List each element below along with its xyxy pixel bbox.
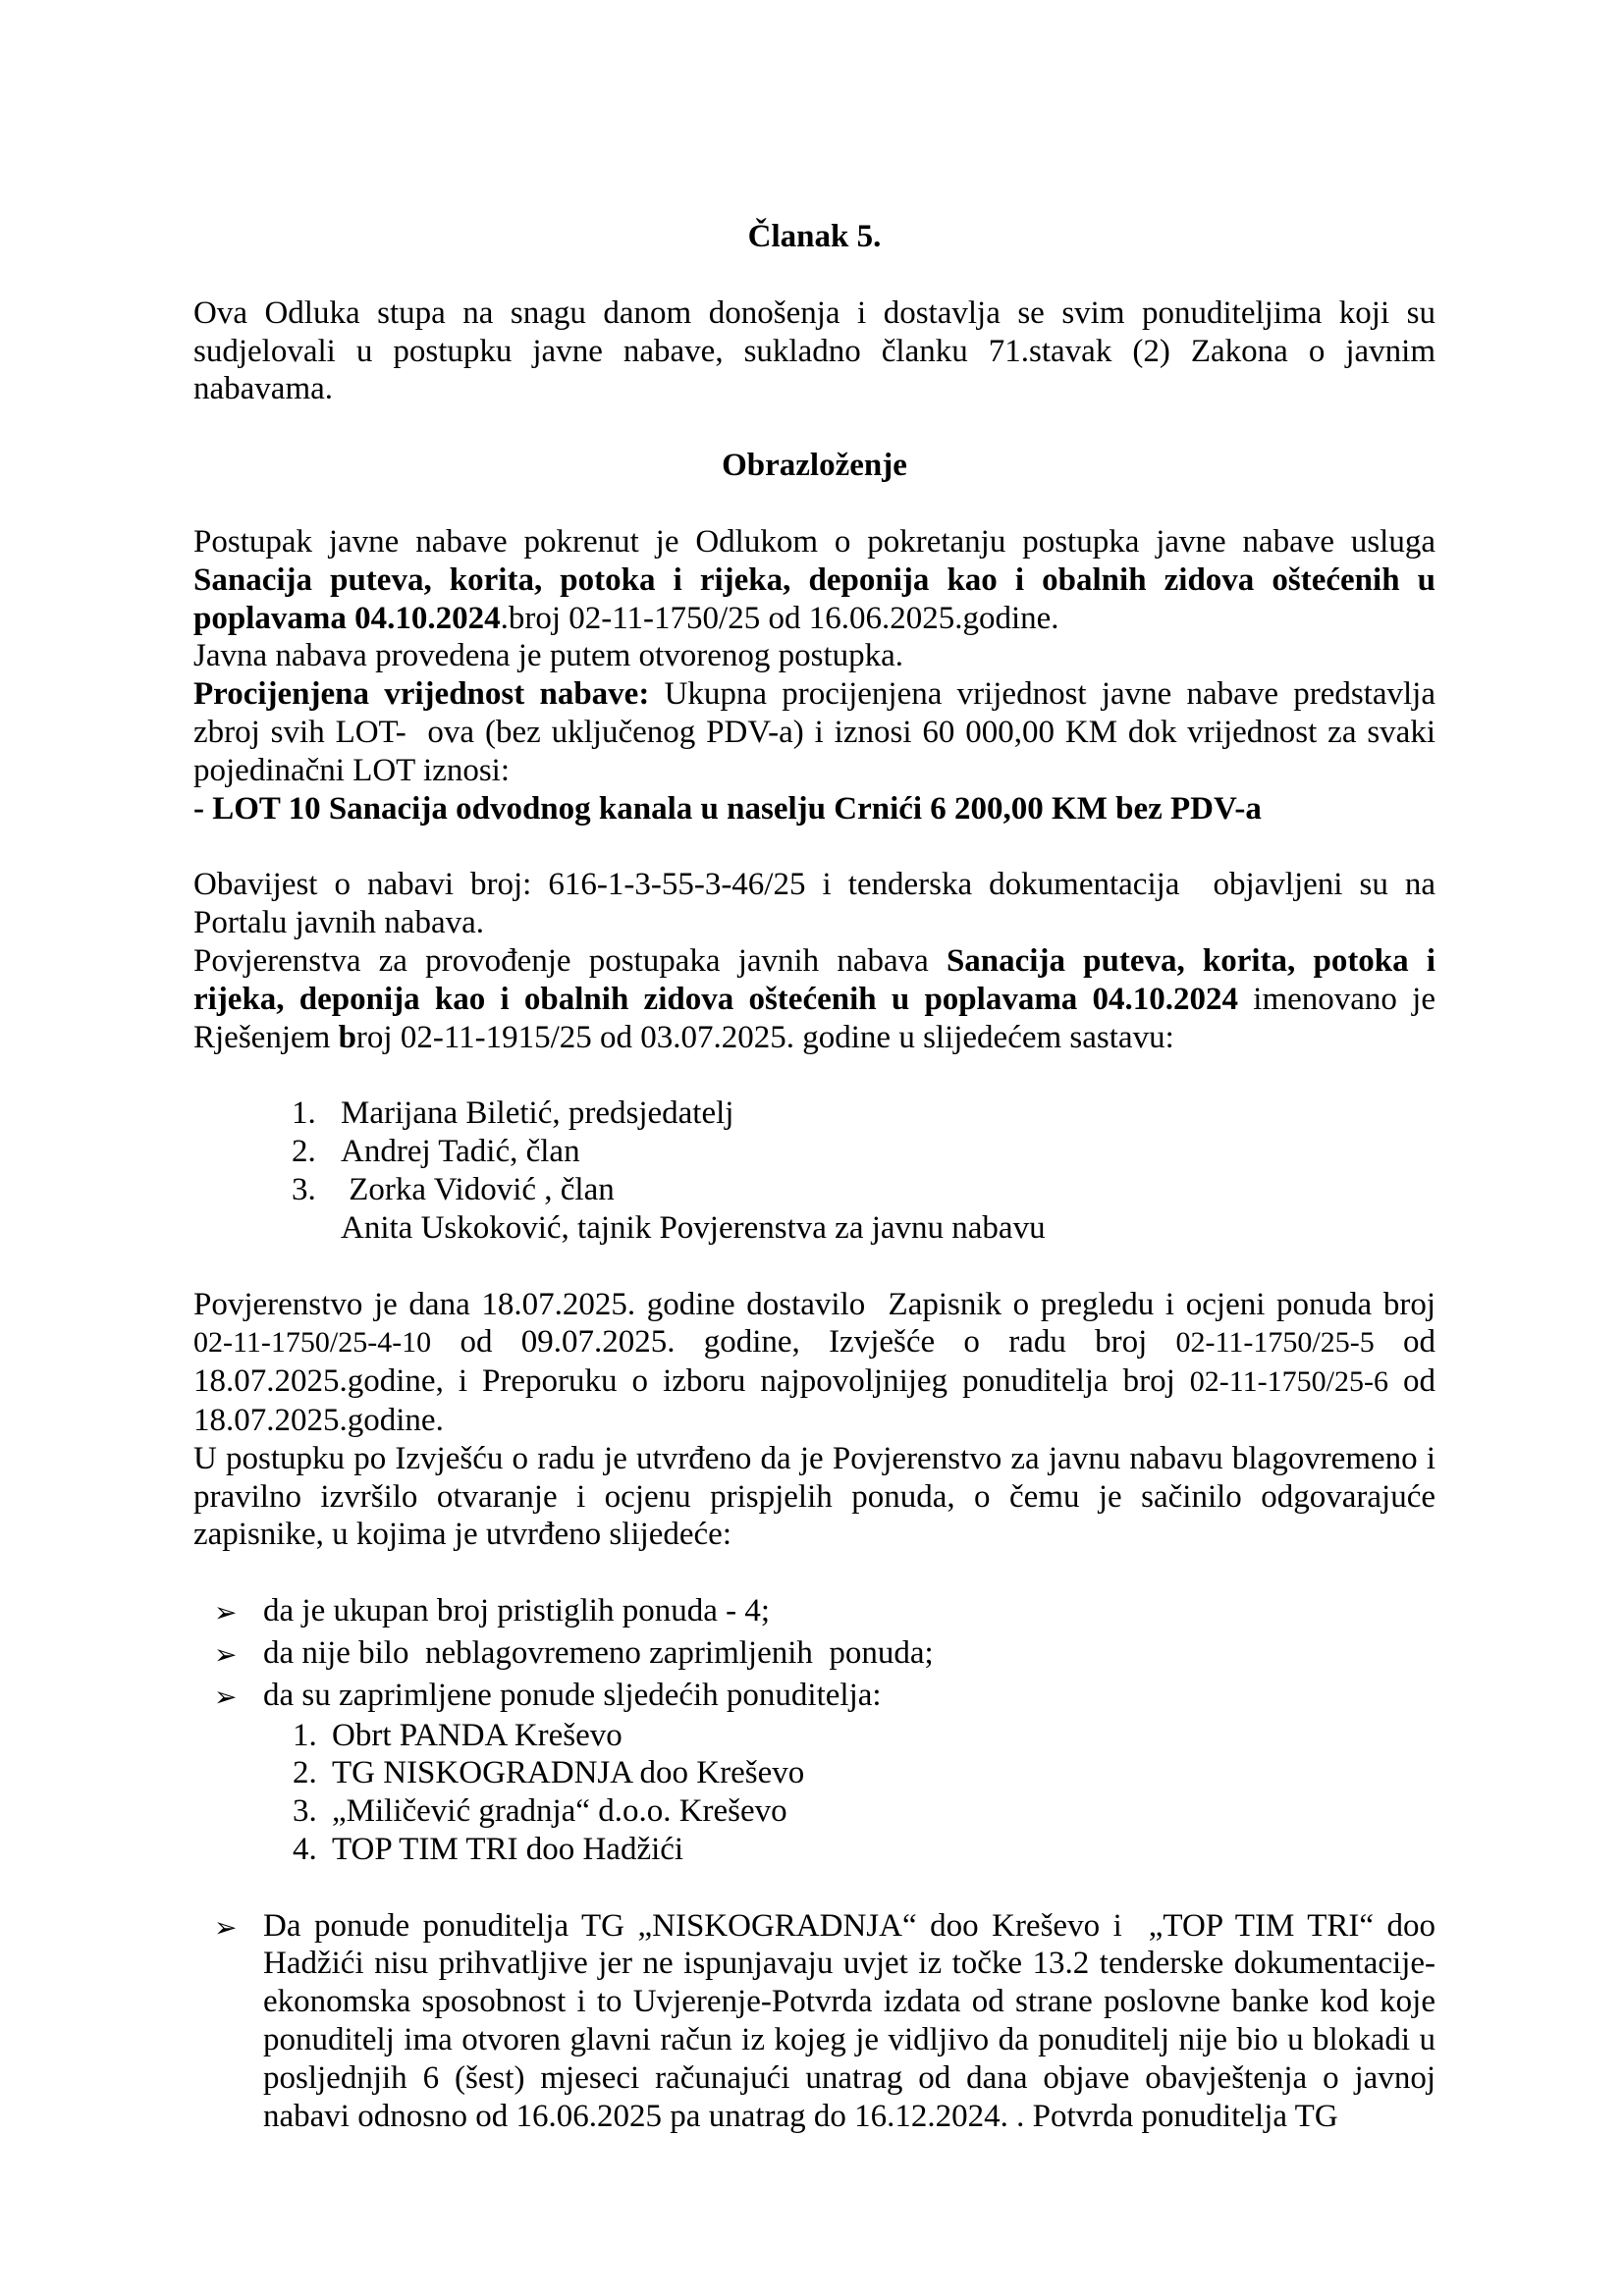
list-item	[193, 1095, 1435, 1133]
list-item-text: TOP TIM TRI doo Hadžići	[332, 1831, 684, 1867]
text-segment: od 18.07.2025.godine.	[193, 1363, 1435, 1438]
document-content	[193, 218, 1435, 2135]
list-item-number: 2.	[292, 1134, 316, 1170]
bullet-item	[193, 1634, 1435, 1673]
text-segment: Postupak javne nabave pokrenut je Odlukom o pokretanju postupka javne nabave usluga	[193, 523, 1435, 560]
list-item-number: 4.	[293, 1831, 317, 1867]
list-item-text: „Miličević gradnja“ d.o.o. Kreševo	[332, 1793, 787, 1830]
bullet-item	[193, 1592, 1435, 1630]
list-item	[193, 1133, 1435, 1171]
text-segment: imenovano je Rješenjem	[193, 981, 1435, 1055]
text-segment: .broj 02-11-1750/25 od 16.06.2025.godine.	[500, 600, 1059, 636]
rationale-heading: Obrazloženje	[722, 448, 907, 484]
paragraph-committee-appointment	[193, 942, 1435, 1056]
bullet-text: da je ukupan broj pristiglih ponuda - 4;	[263, 1593, 770, 1629]
arrow-bullet-icon: ➢	[214, 1637, 238, 1671]
text-segment-bold: Sanacija puteva, korita, potoka i rijeka, deponija kao i obalnih zidova oštećenih u poplavama 04.10.2024	[193, 561, 1435, 636]
list-item-text: Zorka Vidović , član	[341, 1171, 615, 1207]
paragraph-reports-delivered	[193, 1286, 1435, 1440]
article-heading: Članak 5.	[747, 219, 882, 254]
list-item-number: 1.	[292, 1095, 316, 1132]
paragraph-findings-intro: U postupku po Izvješću o radu je utvrđeno da je Povjerenstvo za javnu nabavu blagovremeno i pravilno izvršilo otvaranje i ocjenu prispjelih ponuda, o čemu je sačinilo odgovarajuće zapisnike, u kojima je utvrđeno slijedeće:	[193, 1440, 1435, 1553]
text-segment: od 09.07.2025. godine, Izvješće o radu broj	[431, 1324, 1176, 1361]
text-segment: od 18.07.2025.godine, i Preporuku o izboru najpovoljnijeg ponuditelja broj	[193, 1324, 1436, 1400]
list-item-number: 3.	[292, 1171, 316, 1207]
list-item-text: TG NISKOGRADNJA doo Kreševo	[332, 1755, 805, 1791]
arrow-bullet-icon: ➢	[214, 1910, 238, 1944]
list-item-text: Andrej Tadić, član	[341, 1134, 580, 1170]
list-item	[193, 1171, 1435, 1209]
paragraph-open-procedure: Javna nabava provedena je putem otvorenog postupka.	[193, 638, 904, 674]
protocol-number: 02-11-1750/25-5	[1175, 1326, 1375, 1360]
paragraph-estimated-value	[193, 675, 1435, 789]
bullet-item	[193, 1677, 1435, 1715]
paragraph-procedure-initiated	[193, 523, 1435, 637]
arrow-bullet-icon: ➢	[214, 1680, 238, 1713]
list-item-number: 1.	[293, 1717, 317, 1753]
text-segment: Povjerenstvo je dana 18.07.2025. godine dostavilo Zapisnik o pregledu i ocjeni ponuda broj	[193, 1286, 1435, 1322]
protocol-number: 02-11-1750/25-4-10	[193, 1326, 432, 1360]
text-segment: Ukupna procijenjena vrijednost javne nabave predstavlja zbroj svih LOT- ova (bez uključenog PDV-a) i iznosi 60 000,00 KM dok vrijednost za svaki pojedinačni LOT iznosi:	[193, 676, 1435, 788]
list-item-text: Obrt PANDA Kreševo	[332, 1717, 623, 1753]
bullet-rejection	[193, 1907, 1435, 2136]
bullet-text: da su zaprimljene ponude sljedećih ponuditelja:	[263, 1677, 882, 1713]
protocol-number: 02-11-1750/25-6	[1189, 1365, 1388, 1399]
list-item-text: Marijana Biletić, predsjedatelj	[341, 1095, 734, 1132]
paragraph-effective-date: Ova Odluka stupa na snagu danom donošenja i dostavlja se svim ponuditeljima koji su sudjelovali u postupku javne nabave, sukladno članku 71.stavak (2) Zakona o javnim nabavama.	[193, 294, 1435, 407]
list-item	[193, 1754, 1435, 1792]
text-segment-bold: b	[338, 1019, 356, 1055]
paragraph-notice-published: Obavijest o nabavi broj: 616-1-3-55-3-46/25 i tenderska dokumentacija objavljeni su na Portalu javnih nabava.	[193, 867, 1435, 941]
committee-secretary: Anita Uskoković, tajnik Povjerenstva za javnu nabavu	[341, 1209, 1046, 1246]
list-item	[193, 1831, 1435, 1869]
bullet-text: Da ponude ponuditelja TG „NISKOGRADNJA“ doo Kreševo i „TOP TIM TRI“ doo Hadžići nisu prihvatljive jer ne ispunjavaju uvjet iz točke 13.2 tenderske dokumentacije-ekonomska sposobnost i to Uvjerenje-Potvrda izdata od strane poslovne banke kod koje ponuditelj ima otvoren glavni račun iz kojeg je vidljivo da ponuditelj nije bio u blokadi u posljednjih 6 (šest) mjeseci računajući unatrag od dana objave obavještenja o javnoj nabavi odnosno od 16.06.2025 pa unatrag do 16.12.2024. . Potvrda ponuditelja TG	[263, 1907, 1435, 2134]
arrow-bullet-icon: ➢	[214, 1596, 238, 1629]
text-segment: roj 02-11-1915/25 od 03.07.2025. godine u slijedećem sastavu:	[355, 1019, 1174, 1055]
text-segment-bold: Procijenjena vrijednost nabave:	[193, 676, 650, 713]
bullet-text: da nije bilo neblagovremeno zaprimljenih ponuda;	[263, 1634, 934, 1671]
committee-list	[193, 1095, 1435, 1247]
text-segment: Povjerenstva za provođenje postupaka javnih nabava	[193, 942, 947, 979]
list-item	[193, 1717, 1435, 1755]
list-item-number: 2.	[293, 1755, 317, 1791]
list-item-number: 3.	[293, 1793, 317, 1830]
text-segment-bold: Sanacija puteva, korita, potoka i rijeka, deponija kao i obalnih zidova oštećenih u poplavama 04.10.2024	[193, 942, 1436, 1017]
paragraph-lot10: - LOT 10 Sanacija odvodnog kanala u naselju Crnići 6 200,00 KM bez PDV-a	[193, 790, 1262, 827]
bidders-list	[193, 1717, 1435, 1869]
list-item	[193, 1792, 1435, 1831]
findings-list	[193, 1592, 1435, 1714]
